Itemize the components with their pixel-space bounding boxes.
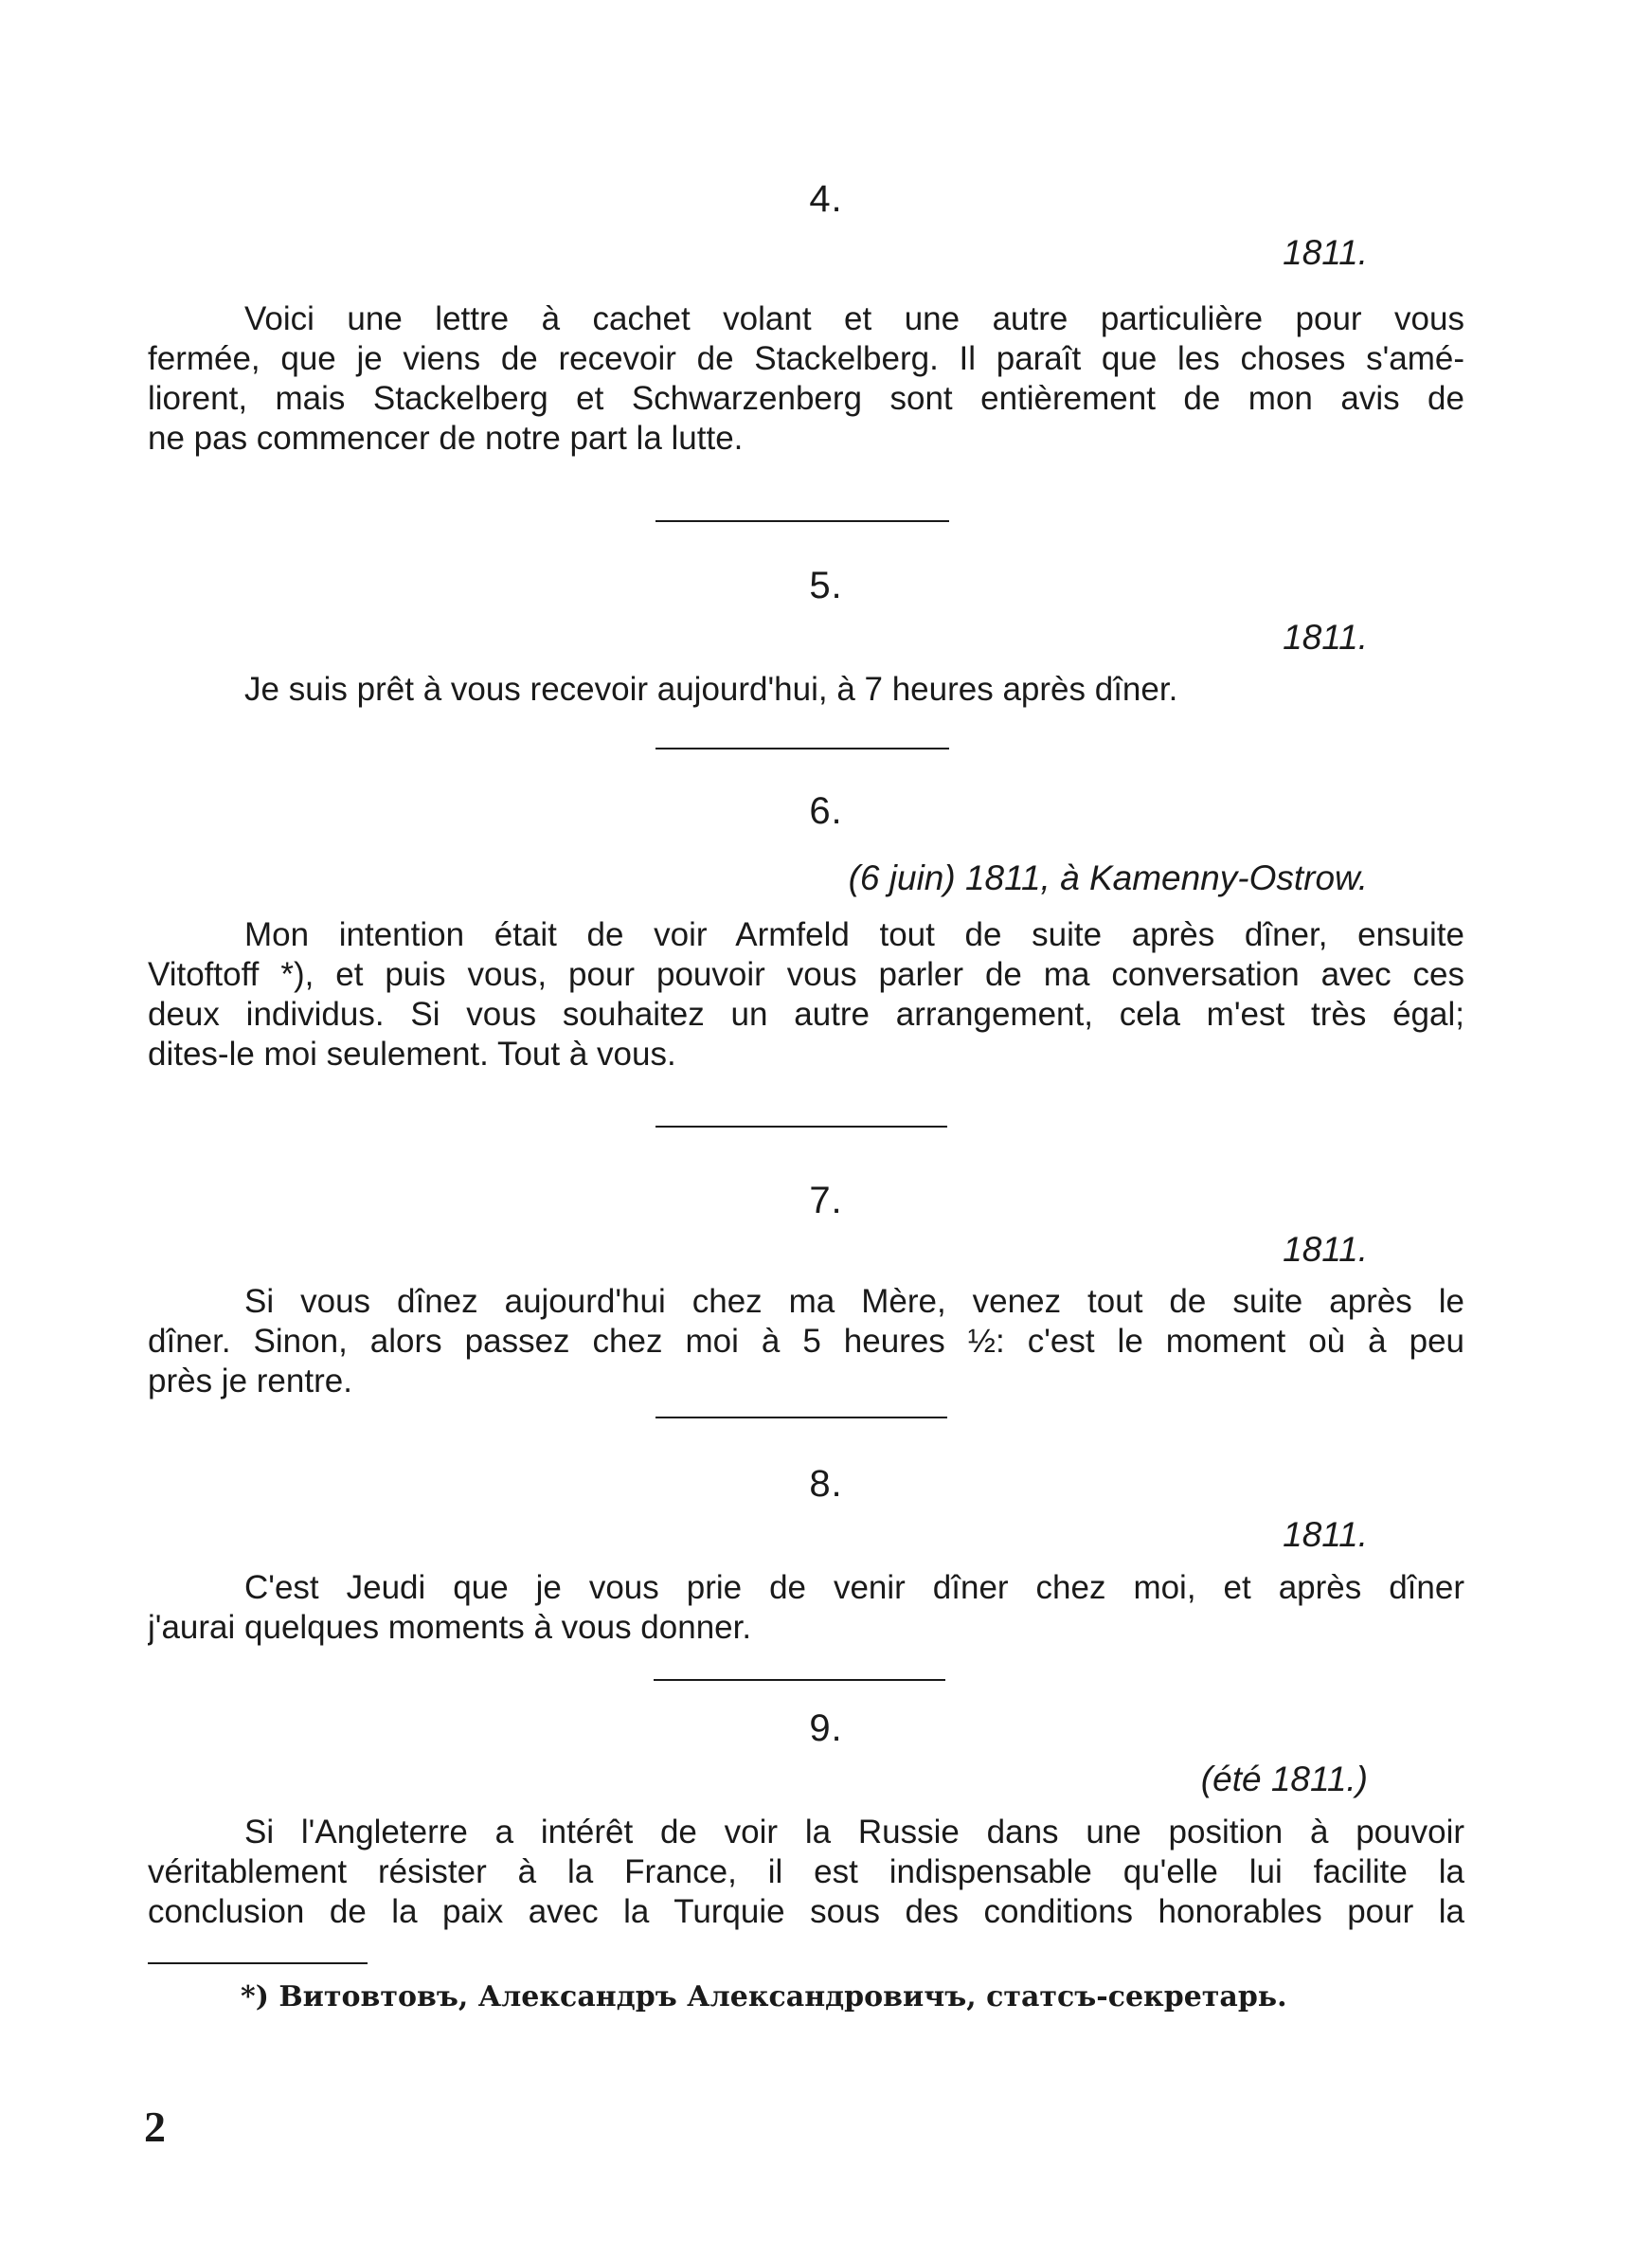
- body-line: Si l'Angleterre a intérêt de voir la Russie dans une position à pouvoir: [244, 1814, 1464, 1851]
- section-divider: [655, 748, 949, 749]
- body-line: deux individus. Si vous souhaitez un autre arrangement, cela m'est très égal;: [148, 996, 1464, 1033]
- body-line: Vitoftoff *), et puis vous, pour pouvoir vous parler de ma conversation avec ces: [148, 956, 1464, 993]
- entry-body: [148, 299, 1464, 459]
- body-line: C'est Jeudi que je vous prie de venir dîner chez moi, et après dîner: [244, 1569, 1464, 1606]
- entry-body: [148, 670, 1464, 710]
- body-line: j'aurai quelques moments à vous donner.: [148, 1609, 752, 1646]
- section-divider: [655, 1126, 947, 1128]
- entry-date: 1811.: [1283, 233, 1368, 272]
- section-divider: [655, 1417, 947, 1418]
- body-line: conclusion de la paix avec la Turquie sous des conditions honorables pour la: [148, 1893, 1464, 1930]
- entry-date: (été 1811.): [1200, 1760, 1368, 1798]
- page-number: 2: [144, 2103, 166, 2151]
- entry-number: 9.: [809, 1707, 843, 1749]
- footnote: *) Витовтовъ, Александръ Александровичъ, статсъ-секретарь.: [241, 1980, 1287, 2013]
- entry-body: [148, 1568, 1464, 1648]
- body-line: près je rentre.: [148, 1363, 352, 1399]
- entry-body: [148, 1282, 1464, 1401]
- section-divider: [655, 520, 949, 522]
- entry-number: 6.: [809, 790, 843, 832]
- entry-number: 8.: [809, 1463, 843, 1505]
- body-line: dites-le moi seulement. Tout à vous.: [148, 1036, 676, 1073]
- body-line: véritablement résister à la France, il est indispensable qu'elle lui facilite la: [148, 1853, 1464, 1890]
- entry-number: 4.: [809, 178, 843, 220]
- entry-body: [148, 915, 1464, 1074]
- body-line: dîner. Sinon, alors passez chez moi à 5 heures ½: c'est le moment où à peu: [148, 1323, 1464, 1360]
- entry-number: 7.: [809, 1180, 843, 1221]
- entry-date: 1811.: [1283, 1230, 1368, 1269]
- footnote-divider: [148, 1962, 368, 1964]
- entry-body: [148, 1813, 1464, 1932]
- body-line: Voici une lettre à cachet volant et une autre particulière pour vous: [244, 300, 1464, 337]
- body-line: liorent, mais Stackelberg et Schwarzenberg sont entièrement de mon avis de: [148, 380, 1464, 417]
- entry-date: 1811.: [1283, 1515, 1368, 1554]
- entry-date: 1811.: [1283, 618, 1368, 657]
- entry-date: (6 juin) 1811, à Kamenny-Ostrow.: [848, 858, 1368, 897]
- body-line: fermée, que je viens de recevoir de Stackelberg. Il paraît que les choses s'amé-: [148, 340, 1464, 377]
- section-divider: [654, 1679, 945, 1681]
- entry-number: 5.: [809, 565, 843, 606]
- body-line: Si vous dînez aujourd'hui chez ma Mère, venez tout de suite après le: [244, 1283, 1464, 1320]
- body-line: ne pas commencer de notre part la lutte.: [148, 420, 744, 457]
- body-line: Mon intention était de voir Armfeld tout de suite après dîner, ensuite: [244, 916, 1464, 953]
- body-line: Je suis prêt à vous recevoir aujourd'hui, à 7 heures après dîner.: [244, 671, 1178, 708]
